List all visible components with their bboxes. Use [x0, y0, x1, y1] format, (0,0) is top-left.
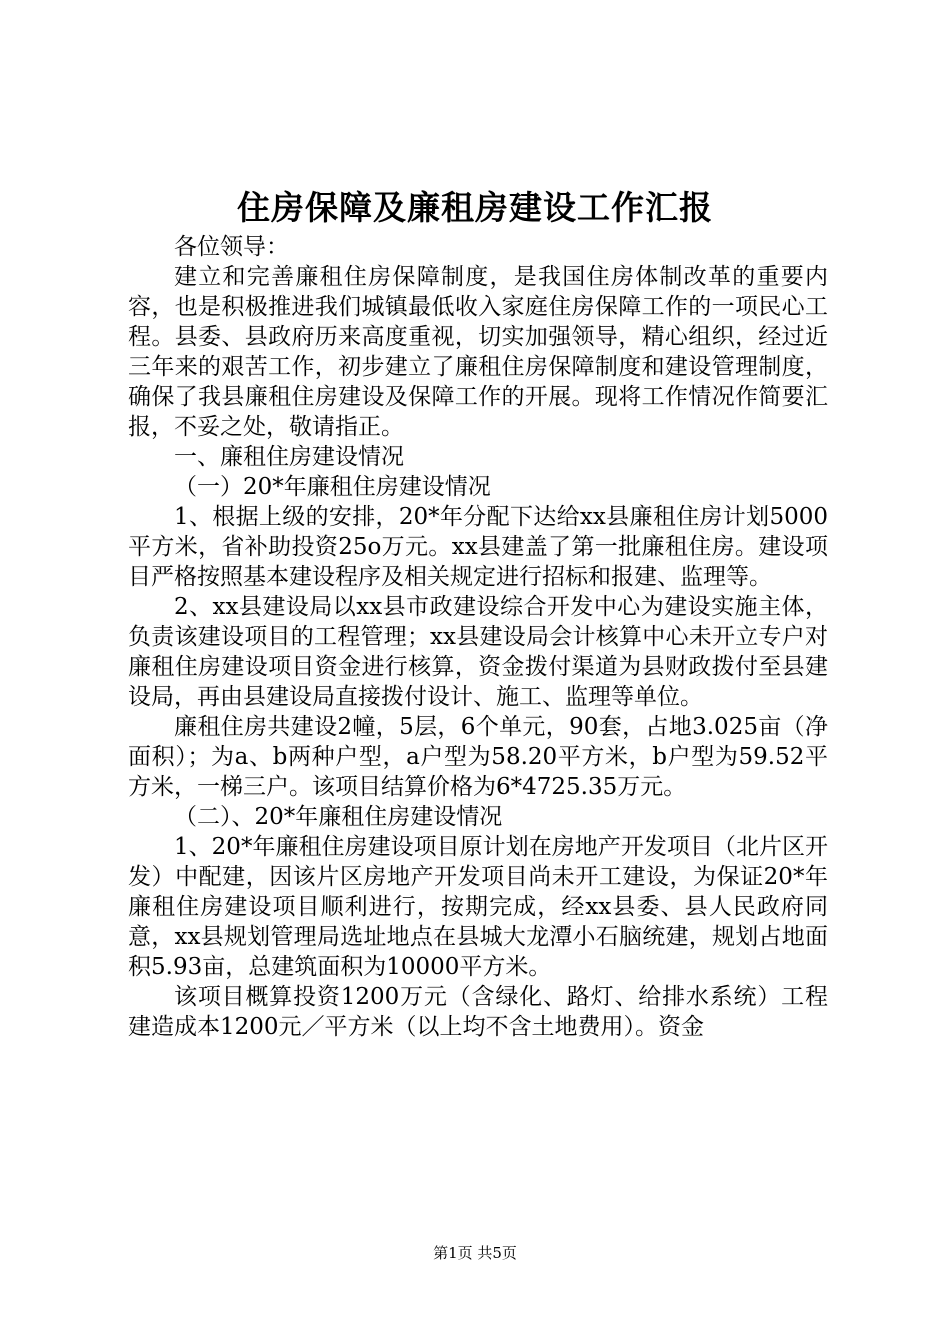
body-paragraph: 1、根据上级的安排，20*年分配下达给xx县廉租住房计划5000平方米，省补助投资25o万元。xx县建盖了第一批廉租住房。建设项目严格按照基本建设程序及相关规定进行招标和报建、监理等。 [128, 504, 828, 590]
document-body [128, 232, 828, 1042]
subsection-heading-2: （二）、20*年廉租住房建设情况 [174, 804, 503, 830]
section-heading-1: 一、廉租住房建设情况 [174, 444, 404, 470]
intro-paragraph: 建立和完善廉租住房保障制度，是我国住房体制改革的重要内容，也是积极推进我们城镇最低收入家庭住房保障工作的一项民心工程。县委、县政府历来高度重视，切实加强领导，精心组织，经过近三年来的艰苦工作，初步建立了廉租住房保障制度和建设管理制度，确保了我县廉租住房建设及保障工作的开展。现将工作情况作简要汇报，不妥之处，敬请指正。 [128, 264, 828, 440]
salutation: 各位领导： [174, 234, 289, 260]
body-paragraph: 2、xx县建设局以xx县市政建设综合开发中心为建设实施主体，负责该建设项目的工程管理；xx县建设局会计核算中心未开立专户对廉租住房建设项目资金进行核算，资金拨付渠道为县财政拨付至县建设局，再由县建设局直接拨付设计、施工、监理等单位。 [128, 594, 828, 710]
page-number-footer: 第1页 共5页 [433, 1244, 517, 1262]
body-paragraph: 廉租住房共建设2幢，5层，6个单元，90套，占地3.025亩（净面积）；为a、b两种户型，a户型为58.20平方米，b户型为59.52平方米，一梯三户。该项目结算价格为6*4725.35万元。 [128, 714, 828, 800]
subsection-heading-1: （一）20*年廉租住房建设情况 [174, 474, 491, 500]
body-paragraph: 该项目概算投资1200万元（含绿化、路灯、给排水系统）工程建造成本1200元／平方米（以上均不含土地费用）。资金 [128, 984, 828, 1040]
document-title: 住房保障及廉租房建设工作汇报 [237, 188, 713, 227]
body-paragraph: 1、20*年廉租住房建设项目原计划在房地产开发项目（北片区开发）中配建，因该片区房地产开发项目尚未开工建设，为保证20*年廉租住房建设项目顺利进行，按期完成，经xx县委、县人民政府同意，xx县规划管理局选址地点在县城大龙潭小石脑统建，规划占地面积5.93亩，总建筑面积为10000平方米。 [128, 834, 828, 980]
